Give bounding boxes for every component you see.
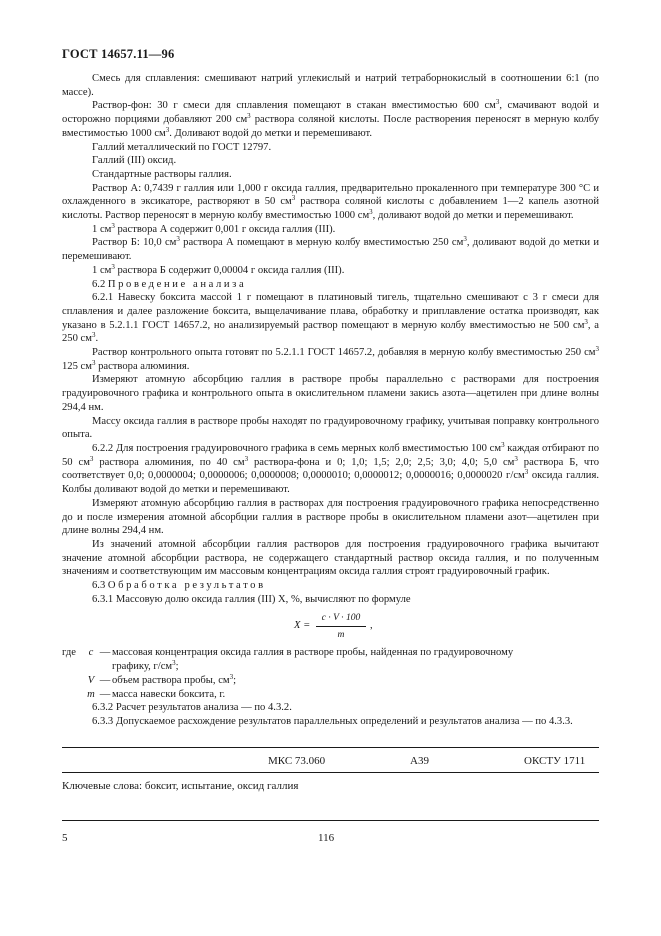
paragraph-solution-b: Раствор Б: 10,0 $см^3$ раствора А помещают в мерную колбу вместимостью 250 $см^3$, доливают водой до метки и перемешивают. [62, 235, 599, 263]
paragraph-mass-from-graph: Массу оксида галлия в растворе пробы находят по градуировочному графику, учитывая поправку контрольного опыта. [62, 415, 599, 441]
paragraph-control-experiment: Раствор контрольного опыта готовят по 5.2.1.1 ГОСТ 14657.2, добавляя в мерную колбу вместимостью 250 $см^3$ 125 $см^3$ раствора алюминия. [62, 345, 599, 372]
section-heading-6-2: 6.2 Проведение анализа [92, 278, 247, 290]
classification-code: А39 [410, 755, 429, 767]
paragraph-solution-a-content: 1 $см^3$ раствора А содержит 0,001 г оксида галлия (III). [92, 221, 336, 235]
section-heading-6-3: 6.3 Обработка результатов [92, 580, 266, 592]
paragraph-6-3-2: 6.3.2 Расчет результатов анализа — по 4.3.2. [92, 702, 292, 714]
mass-fraction-formula [294, 611, 599, 641]
formula-lhs: X = [294, 620, 311, 632]
paragraph-standard-solutions: Стандартные растворы галлия. [92, 168, 232, 180]
paragraph-6-2-1: 6.2.1 Навеску боксита массой 1 г помещают в платиновый тигель, тщательно смешивают с 3 г смеси для сплавления и далее разложение боксита, выщелачивание плава, обработку и приплавление остатка производят, как указано в 5.2.1.1 ГОСТ 14657.2, но анализируемый раствор помещают в мерную колбу вместимостью не 500 $см^3$, а 250 $см^3$. [62, 292, 599, 345]
paragraph-fusion-mixture: Смесь для сплавления: смешивают натрий углекислый и натрий тетраборнокислый в соотношении 6:1 (по массе). [62, 73, 599, 98]
divider-top [62, 747, 599, 748]
document-body [62, 72, 599, 729]
classification-okstu: ОКСТУ 1711 [524, 755, 586, 767]
divider-middle [62, 772, 599, 773]
paragraph-6-3-1: 6.3.1 Массовую долю оксида галлия (III) X, %, вычисляют по формуле [92, 593, 411, 605]
definition-m: m — масса навески боксита, г. [87, 688, 226, 700]
paragraph-gallium-oxide: Галлий (III) оксид. [92, 155, 177, 167]
classification-mks: МКС 73.060 [268, 755, 326, 767]
formula-definitions [62, 646, 599, 701]
document-header-title: ГОСТ 14657.11—96 [62, 47, 175, 61]
paragraph-6-3-3: 6.3.3 Допускаемое расхождение результатов параллельных определений и результатов анализа — по 4.3.3. [92, 715, 573, 727]
definition-c-continuation: графику, $г/см^3$; [112, 659, 179, 673]
keywords-line: Ключевые слова: боксит, испытание, оксид галлия [62, 780, 299, 792]
divider-bottom [62, 820, 599, 821]
paragraph-solution-a: Раствор А: 0,7439 г галлия или 1,000 г оксида галлия, предварительно прокаленного при температуре 300 °С и охлажденного в эксикаторе, растворяют в 50 $см^3$ раствора соляной кислоты с добавлением 1—2 капель азотной кислоты. Раствор переносят в мерную колбу вместимостью 1000 $см^3$, доливают водой до метки и перемешивают. [62, 182, 600, 222]
paragraph-build-graph: Из значений атомной абсорбции галлия растворов для построения градуировочного графика вычитают значение атомной абсорбции раствора, не содержащего стандартный раствор оксида галлия, и по полученным значениям и соответствующим им массовым концентрациям оксида галлия строят градуировочный график. [62, 538, 599, 578]
paragraph-6-2-2: 6.2.2 Для построения градуировочного графика в семь мерных колб вместимостью 100 $см^3$ каждая отбирают по 50 $см^3$ раствора алюминия, по 40 $см^3$ раствора-фона и 0; 1,0; 1,5; 2,0; 2,5; 3,0; 4,0; 5,0 $см^3$ раствора Б, что соответствует 0,0; 0,0000004; 0,0000006; 0,0000008; 0,0000010; 0,0000012; 0,0000016; 0,0000020 $г/см^3$ оксида галлия. Колбы доливают водой до метки и перемешивают. [62, 440, 599, 496]
formula-denominator: m [337, 629, 345, 641]
formula-fraction [316, 611, 366, 641]
page-number-left: 5 [62, 832, 68, 844]
definition-v: V — объем раствора пробы, $см^3$; [87, 672, 237, 686]
paragraph-solution-b-content: 1 $см^3$ раствора Б содержит 0,00004 г оксида галлия (III). [92, 262, 345, 276]
formula-tail: , [370, 620, 373, 632]
paragraph-measure-calibration: Измеряют атомную абсорбцию галлия в растворах для построения градуировочного графика непосредственно до и после измерения атомной абсорбции галлия в растворе пробы в окислительном пламени азот—ацетилен при длине волны 294,4 нм. [62, 497, 599, 537]
definition-c: где c — массовая концентрация оксида галлия в растворе пробы, найденная по градуировочному [62, 647, 514, 659]
formula-numerator: c · V · 100 [316, 611, 366, 627]
paragraph-background-solution: Раствор-фон: 30 г смеси для сплавления помещают в стакан вместимостью 600 $см^3$, смачивают водой и осторожно порциями добавляют 200 $см^3$ раствора соляной кислоты. После растворения переносят в мерную колбу вместимостью 1000 $см^3$. Доливают водой до метки и перемешивают. [62, 98, 599, 139]
paragraph-gallium-metal: Галлий металлический по ГОСТ 12797. [92, 141, 272, 153]
page-number-center: 116 [318, 832, 335, 844]
paragraph-measure-absorption: Измеряют атомную абсорбцию галлия в растворе пробы параллельно с растворами для построения градуировочного графика и контрольного опыта в окислительном пламени закись азота—ацетилен при длине волны 294,4 нм. [62, 374, 599, 413]
